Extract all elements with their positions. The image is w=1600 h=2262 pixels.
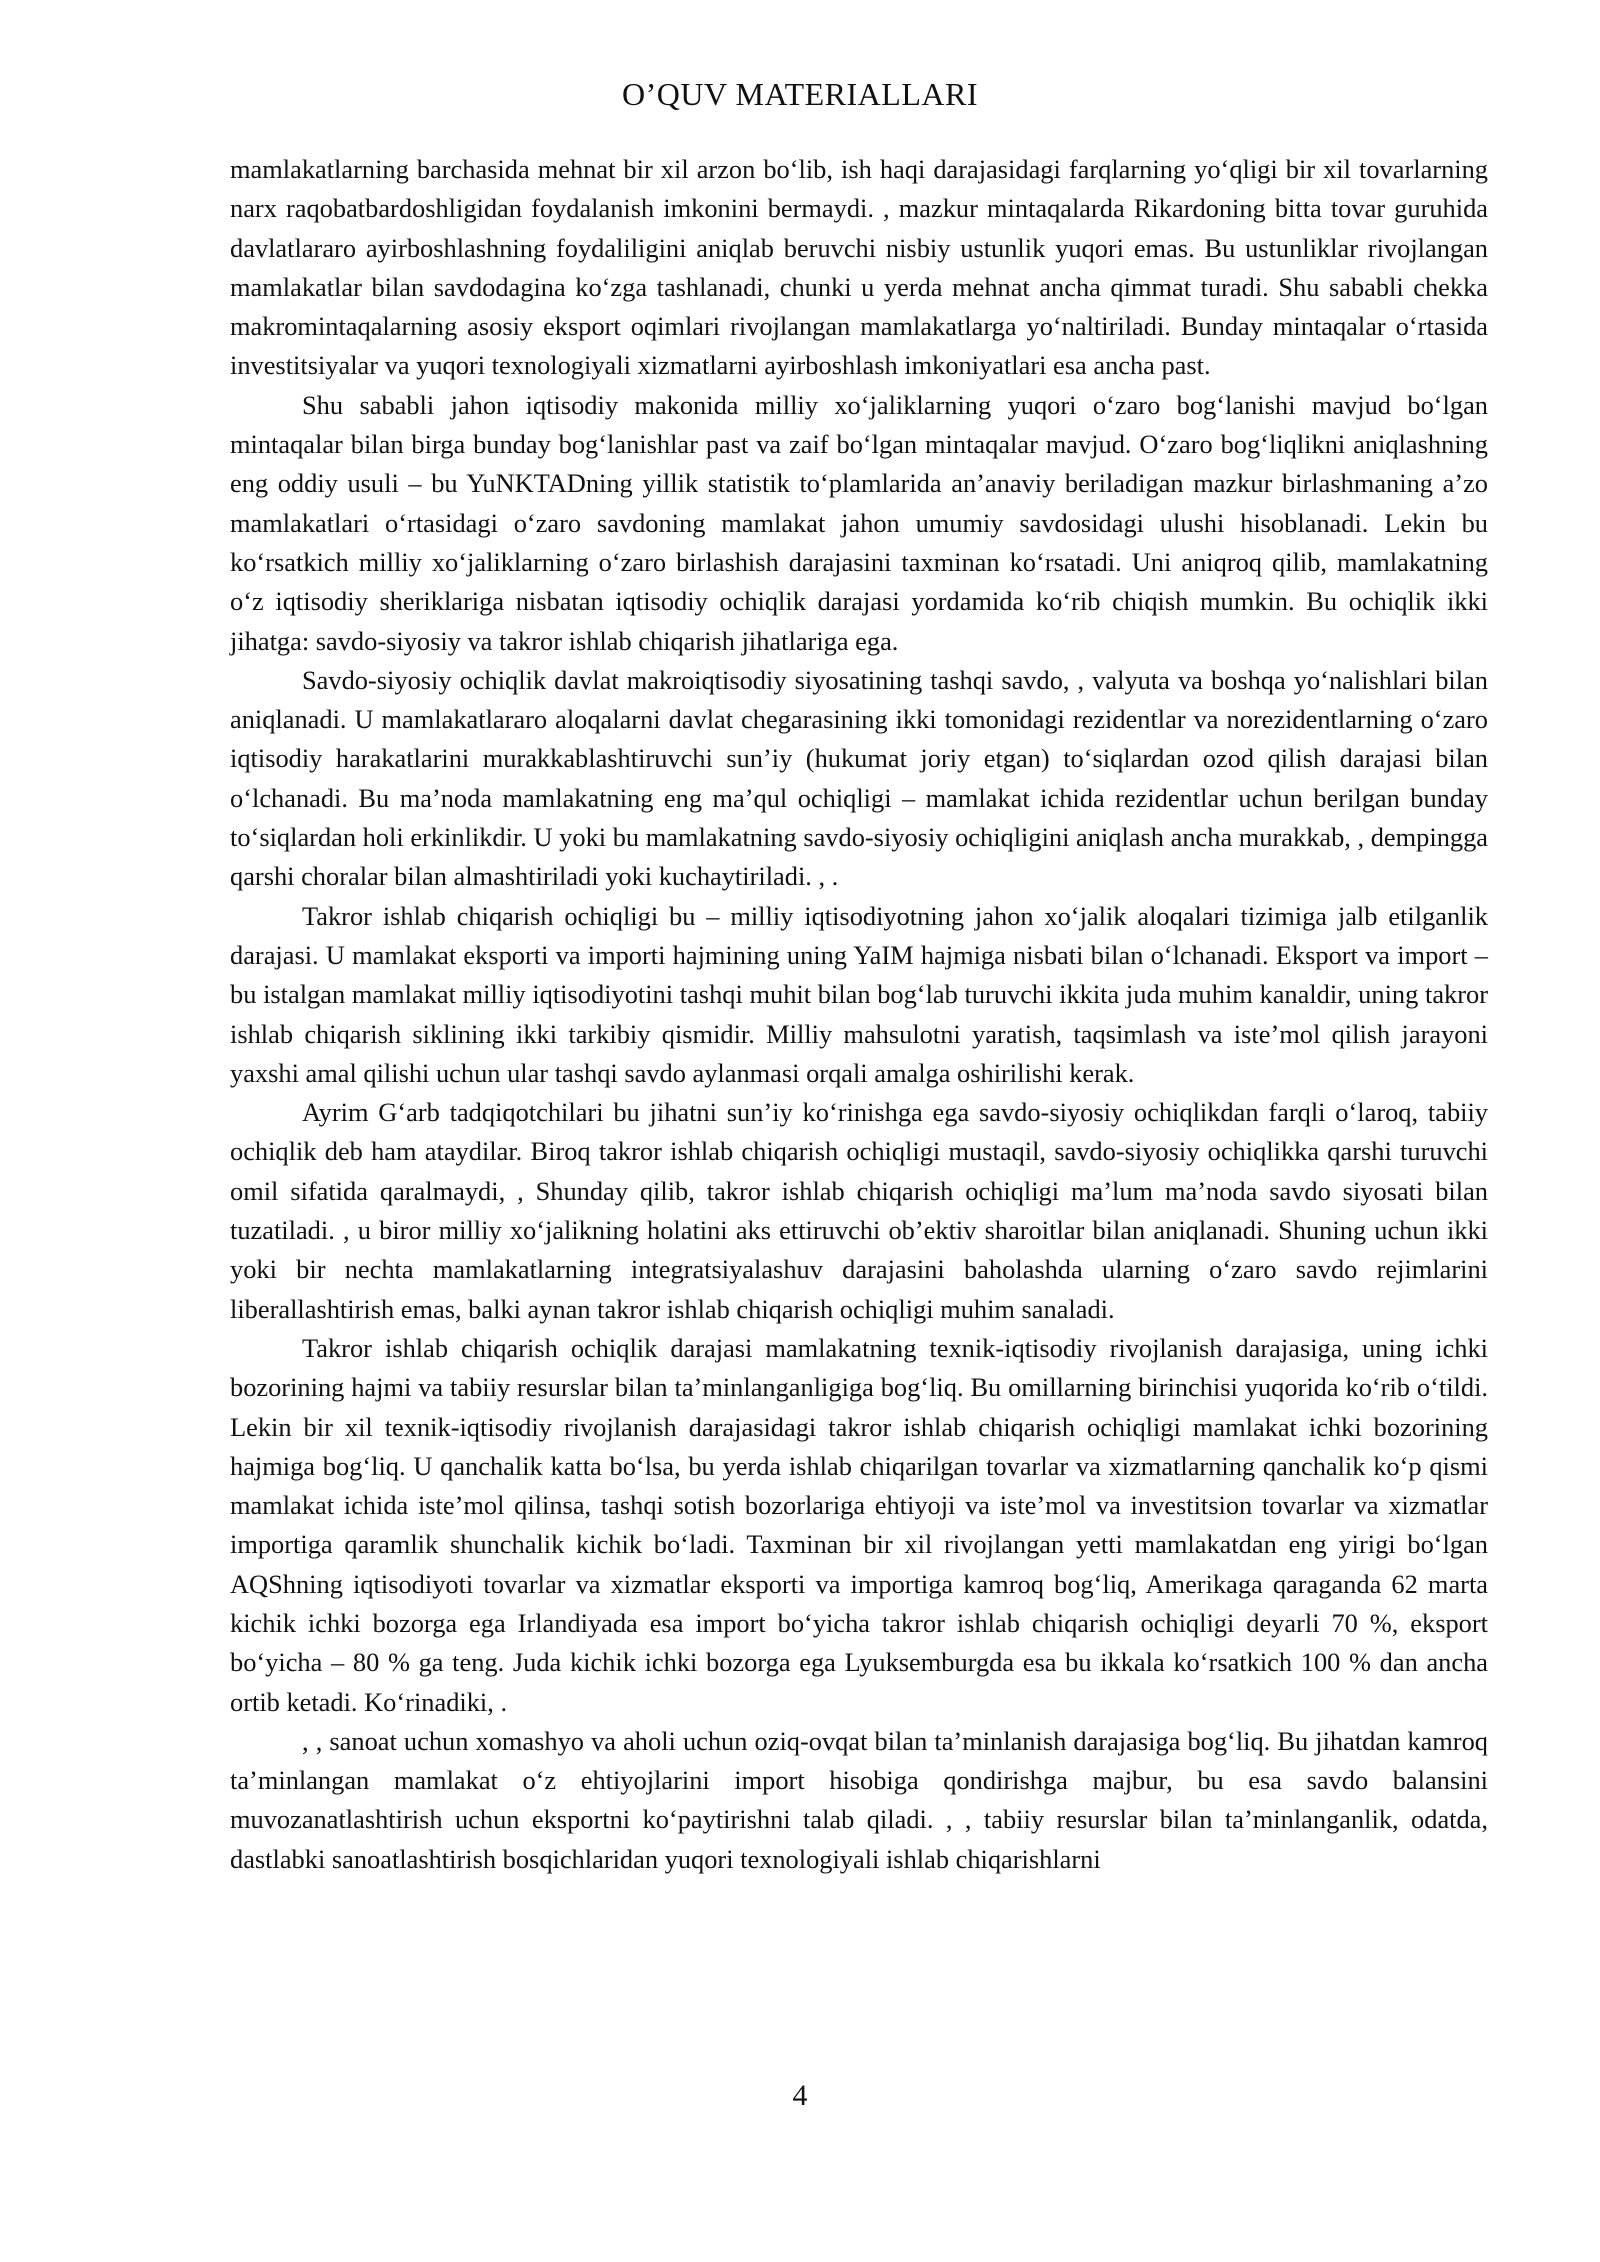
page-number: 4: [792, 2079, 808, 2112]
paragraph: Savdo-siyosiy ochiqlik davlat makroiqtisodiy siyosatining tashqi savdo, , valyuta va boshqa yo‘nalishlari bilan aniqlanadi. U mamlakatlararo aloqalarni davlat chegarasining ikki tomonidagi rezidentlar va norezidentlarning o‘zaro iqtisodiy harakatlarini murakkablashtiruvchi sun’iy (hukumat joriy etgan) to‘siqlardan ozod qilish darajasi bilan o‘lchanadi. Bu ma’noda mamlakatning eng ma’qul ochiqligi – mamlakat ichida rezidentlar uchun berilgan bunday to‘siqlardan holi erkinlikdir. U yoki bu mamlakatning savdo-siyosiy ochiqligini aniqlash ancha murakkab, , dempingga qarshi choralar bilan almashtiriladi yoki kuchaytiriladi. , .: [230, 664, 1488, 892]
paragraph: Takror ishlab chiqarish ochiqlik darajasi mamlakatning texnik-iqtisodiy rivojlanish darajasiga, uning ichki bozorining hajmi va tabiiy resurslar bilan ta’minlanganligiga bog‘liq. Bu omillarning birinchisi yuqorida ko‘rib o‘tildi. Lekin bir xil texnik-iqtisodiy rivojlanish darajasidagi takror ishlab chiqarish ochiqligi mamlakat ichki bozorining hajmiga bog‘liq. U qanchalik katta bo‘lsa, bu yerda ishlab chiqarilgan tovarlar va xizmatlarning qanchalik ko‘p qismi mamlakat ichida iste’mol qilinsa, tashqi sotish bozorlariga ehtiyoji va iste’mol va investitsion tovarlar va xizmatlar importiga qaramlik shunchalik kichik bo‘ladi. Taxminan bir xil rivojlangan yetti mamlakatdan eng yirigi bo‘lgan AQShning iqtisodiyoti tovarlar va xizmatlar eksporti va importiga kamroq bog‘liq, Amerikaga qaraganda 62 marta kichik ichki bozorga ega Irlandiyada esa import bo‘yicha takror ishlab chiqarish ochiqligi deyarli 70 %, eksport bo‘yicha – 80 % ga teng. Juda kichik ichki bozorga ega Lyuksemburgda esa bu ikkala ko‘rsatkich 100 % dan ancha ortib ketadi. Ko‘rinadiki, .: [230, 1332, 1488, 1717]
paragraph-continuation: mamlakatlarning barchasida mehnat bir xil arzon bo‘lib, ish haqi darajasidagi farqlarning yo‘qligi bir xil tovarlarning narx raqobatbardoshligidan foydalanish imkonini bermaydi. , mazkur mintaqalarda Rikardoning bitta tovar guruhida davlatlararo ayirboshlashning foydaliligini aniqlab beruvchi nisbiy ustunlik yuqori emas. Bu ustunliklar rivojlangan mamlakatlar bilan savdodagina ko‘zga tashlanadi, chunki u yerda mehnat ancha qimmat turadi. Shu sababli chekka makromintaqalarning asosiy eksport oqimlari rivojlangan mamlakatlarga yo‘naltiriladi. Bunday mintaqalar o‘rtasida investitsiyalar va yuqori texnologiyali xizmatlarni ayirboshlash imkoniyatlari esa ancha past.: [230, 154, 1488, 381]
paragraph: Shu sababli jahon iqtisodiy makonida milliy xo‘jaliklarning yuqori o‘zaro bog‘lanishi mavjud bo‘lgan mintaqalar bilan birga bunday bog‘lanishlar past va zaif bo‘lgan mintaqalar mavjud. O‘zaro bog‘liqlikni aniqlashning eng oddiy usuli – bu YuNKTADning yillik statistik to‘plamlarida an’anaviy beriladigan mazkur birlashmaning a’zo mamlakatlari o‘rtasidagi o‘zaro savdoning mamlakat jahon umumiy savdosidagi ulushi hisoblanadi. Lekin bu ko‘rsatkich milliy xo‘jaliklarning o‘zaro birlashish darajasini taxminan ko‘rsatadi. Uni aniqroq qilib, mamlakatning o‘z iqtisodiy sheriklariga nisbatan iqtisodiy ochiqlik darajasi yordamida ko‘rib chiqish mumkin. Bu ochiqlik ikki jihatga: savdo-siyosiy va takror ishlab chiqarish jihatlariga ega.: [230, 389, 1488, 656]
paragraph: Ayrim G‘arb tadqiqotchilari bu jihatni sun’iy ko‘rinishga ega savdo-siyosiy ochiqlikdan farqli o‘laroq, tabiiy ochiqlik deb ham ataydilar. Biroq takror ishlab chiqarish ochiqligi mustaqil, savdo-siyosiy ochiqlikka qarshi turuvchi omil sifatida qaralmaydi, , Shunday qilib, takror ishlab chiqarish ochiqligi ma’lum ma’noda savdo siyosati bilan tuzatiladi. , u biror milliy xo‘jalikning holatini aks ettiruvchi ob’ektiv sharoitlar bilan aniqlanadi. Shuning uchun ikki yoki bir nechta mamlakatlarning integratsiyalashuv darajasini baholashda ularning o‘zaro savdo rejimlarini liberallashtirish emas, balki aynan takror ishlab chiqarish ochiqligi muhim sanaladi.: [230, 1097, 1488, 1324]
paragraph: Takror ishlab chiqarish ochiqligi bu – milliy iqtisodiyotning jahon xo‘jalik aloqalari tizimiga jalb etilganlik darajasi. U mamlakat eksporti va importi hajmining uning YaIM hajmiga nisbati bilan o‘lchanadi. Eksport va import – bu istalgan mamlakat milliy iqtisodiyotini tashqi muhit bilan bog‘lab turuvchi ikkita juda muhim kanaldir, uning takror ishlab chiqarish siklining ikki tarkibiy qismidir. Milliy mahsulotni yaratish, taqsimlash va iste’mol qilish jarayoni yaxshi amal qilishi uchun ular tashqi savdo aylanmasi orqali amalga oshirilishi kerak.: [230, 900, 1488, 1088]
document-body: [230, 150, 1488, 1879]
paragraph: , , sanoat uchun xomashyo va aholi uchun oziq-ovqat bilan ta’minlanish darajasiga bog‘liq. Bu jihatdan kamroq ta’minlangan mamlakat o‘z ehtiyojlarini import hisobiga qondirishga majbur, bu esa savdo balansini muvozanatlashtirish uchun eksportni ko‘paytirishni talab qiladi. , , tabiiy resurslar bilan ta’minlanganlik, odatda, dastlabki sanoatlashtirish bosqichlaridan yuqori texnologiyali ishlab chiqarishlarni: [230, 1725, 1488, 1874]
page-header: O’QUV MATERIALLARI: [622, 76, 978, 112]
